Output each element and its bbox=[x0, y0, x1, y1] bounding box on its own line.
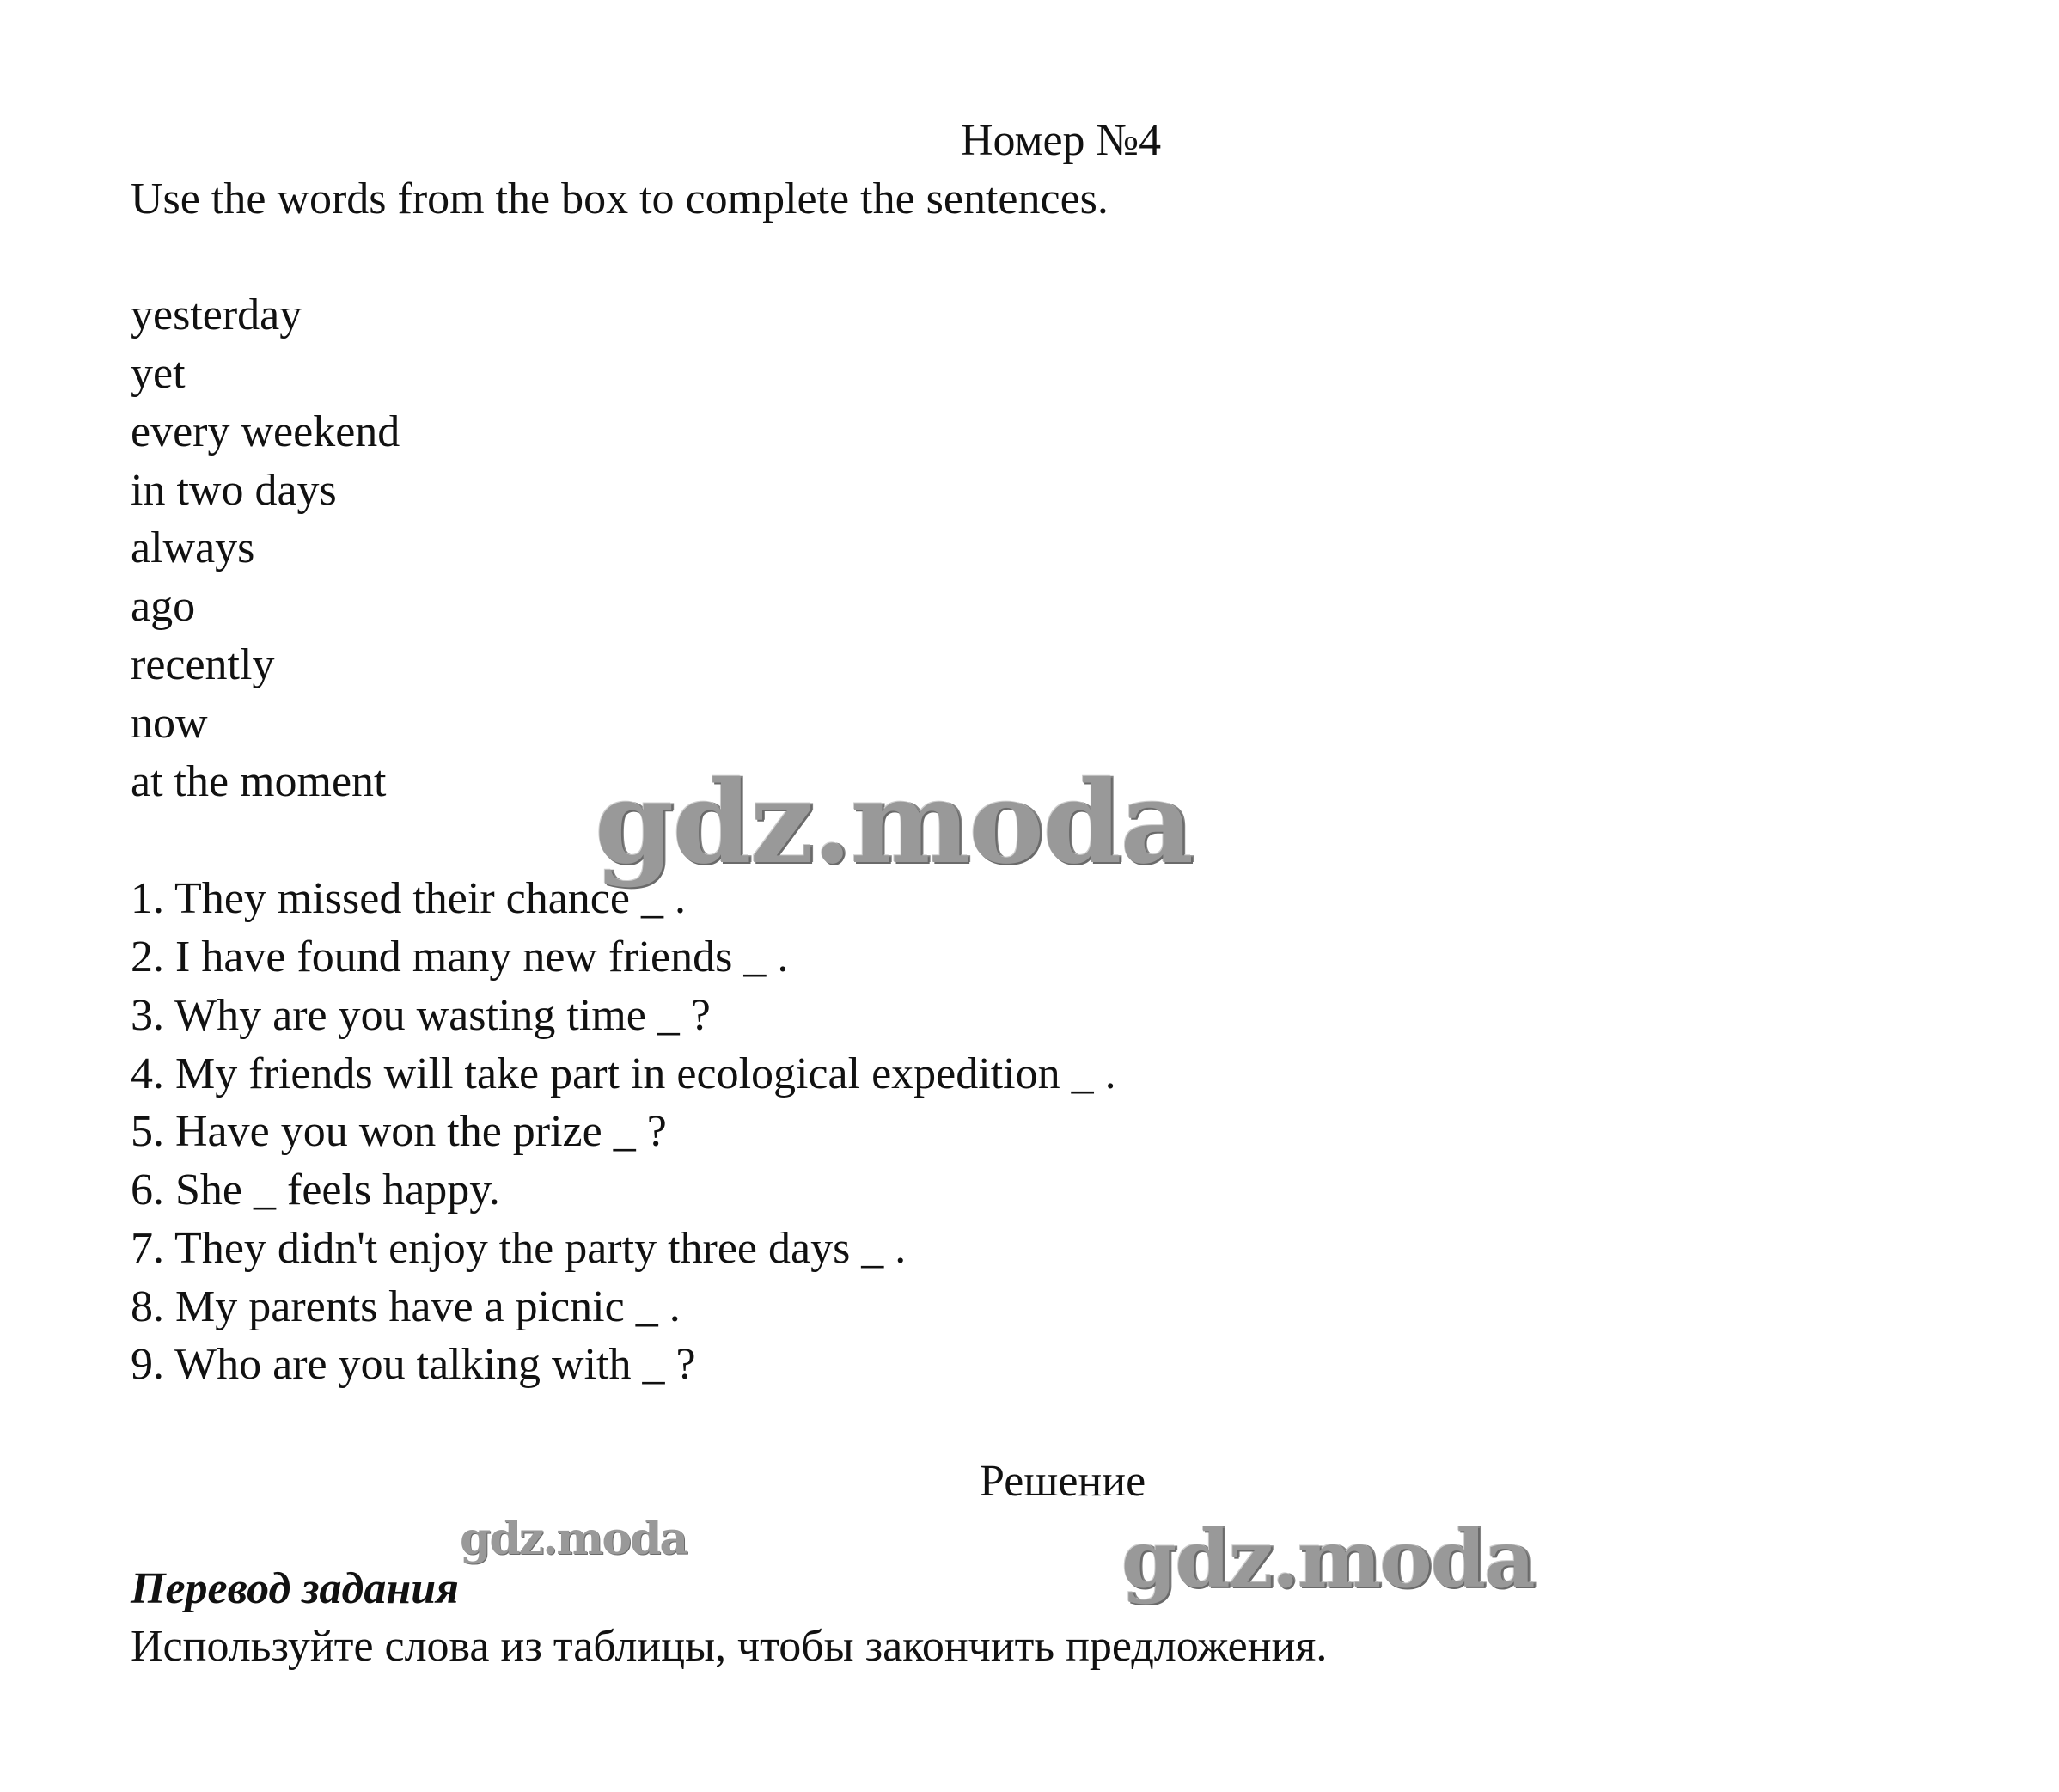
word-item: at the moment bbox=[131, 757, 387, 806]
sentence-item: 5. Have you won the prize _ ? bbox=[131, 1107, 667, 1156]
sentence-item: 3. Why are you wasting time _ ? bbox=[131, 991, 711, 1040]
translation-text: Используйте слова из таблицы, чтобы закончить предложения. bbox=[131, 1622, 1328, 1671]
sentence-item: 8. My parents have a picnic _ . bbox=[131, 1282, 681, 1331]
sentence-item: 1. They missed their chance _ . bbox=[131, 874, 686, 923]
sentence-item: 6. She _ feels happy. bbox=[131, 1165, 500, 1214]
translation-heading: Перевод задания bbox=[131, 1564, 459, 1613]
task-instruction: Use the words from the box to complete the sentences. bbox=[131, 174, 1109, 223]
watermark-logo-small: gdz.moda bbox=[460, 1513, 687, 1565]
word-item: recently bbox=[131, 640, 275, 689]
solution-heading: Решение bbox=[980, 1457, 1146, 1506]
word-item: in two days bbox=[131, 466, 337, 515]
word-item: yesterday bbox=[131, 291, 302, 339]
sentence-item: 9. Who are you talking with _ ? bbox=[131, 1340, 696, 1389]
watermark-logo: gdz.moda bbox=[595, 756, 1193, 890]
watermark-logo-right: gdz.moda bbox=[1121, 1513, 1534, 1605]
sentence-item: 4. My friends will take part in ecological expedition _ . bbox=[131, 1049, 1116, 1098]
word-item: every weekend bbox=[131, 407, 400, 456]
word-item: now bbox=[131, 699, 208, 748]
word-item: always bbox=[131, 523, 255, 572]
word-item: ago bbox=[131, 582, 196, 631]
sentence-item: 7. They didn't enjoy the party three days _ . bbox=[131, 1224, 907, 1273]
task-number: Номер №4 bbox=[961, 116, 1162, 165]
sentence-item: 2. I have found many new friends _ . bbox=[131, 933, 789, 982]
word-item: yet bbox=[131, 349, 186, 398]
